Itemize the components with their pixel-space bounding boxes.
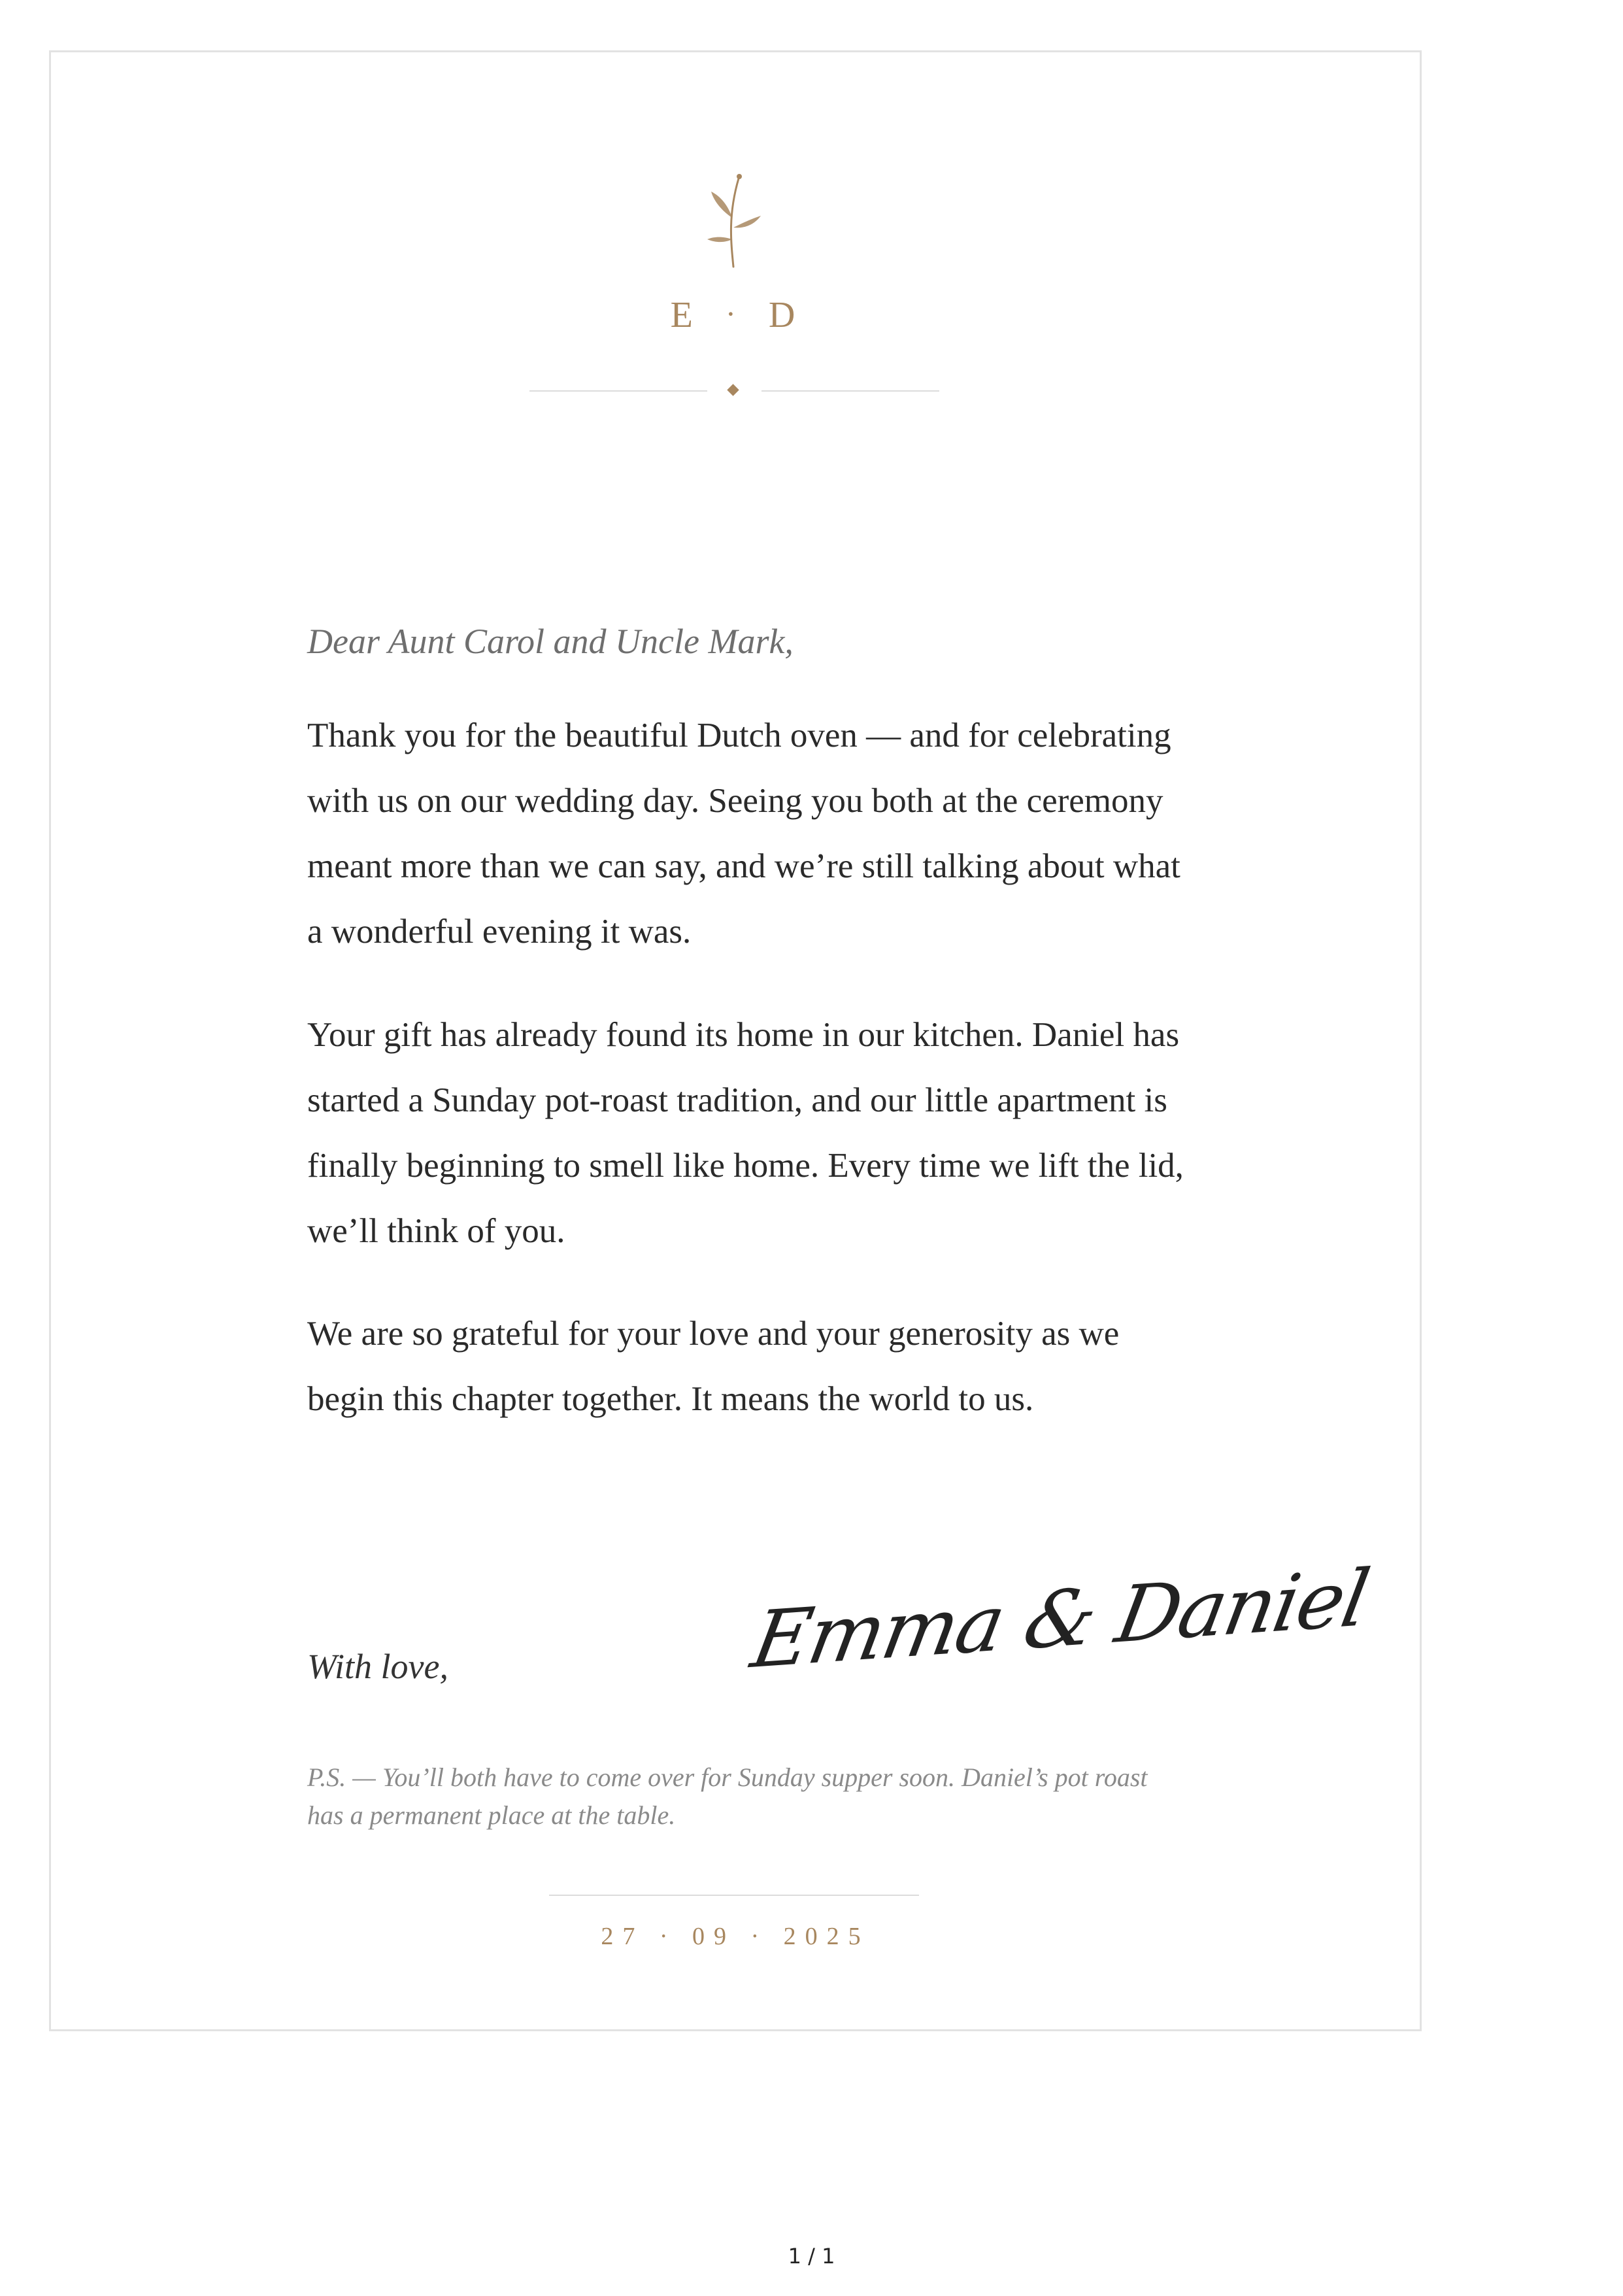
monogram <box>0 294 1471 336</box>
letter-paragraph: Your gift has already found its home in our kitchen. Daniel has started a Sunday pot-roast tradition, and our little apartment is finally beginning to smell like home. Every time we lift the lid, we’ll think of you. <box>307 1016 1184 1250</box>
monogram-initial-right: D <box>768 295 801 335</box>
letter-date: 27 · 09 · 2025 <box>601 1923 870 1950</box>
letter-closing: With love, <box>307 1647 448 1686</box>
monogram-initial-left: E <box>670 295 698 335</box>
page-indicator: 1 / 1 <box>788 2244 835 2269</box>
letter-paragraph: We are so grateful for your love and your generosity as we begin this chapter together. It means the world to us. <box>307 1315 1120 1418</box>
header-rule-right <box>761 390 939 392</box>
postscript: P.S. — You’ll both have to come over for Sunday supper soon. Daniel’s pot roast has a permanent place at the table. <box>307 1763 1148 1830</box>
footer-rule <box>549 1895 919 1896</box>
signature: Emma & Daniel <box>745 1553 1375 1686</box>
sprig-icon <box>699 169 765 273</box>
header-rule-left <box>529 390 707 392</box>
letter-greeting: Dear Aunt Carol and Uncle Mark, <box>307 622 794 661</box>
monogram-separator: · <box>725 297 741 331</box>
letter-paragraph: Thank you for the beautiful Dutch oven — and for celebrating with us on our wedding day. Seeing you both at the ceremony meant more than we can say, and we’re still talking about what a wonderful evening it was. <box>307 717 1180 951</box>
